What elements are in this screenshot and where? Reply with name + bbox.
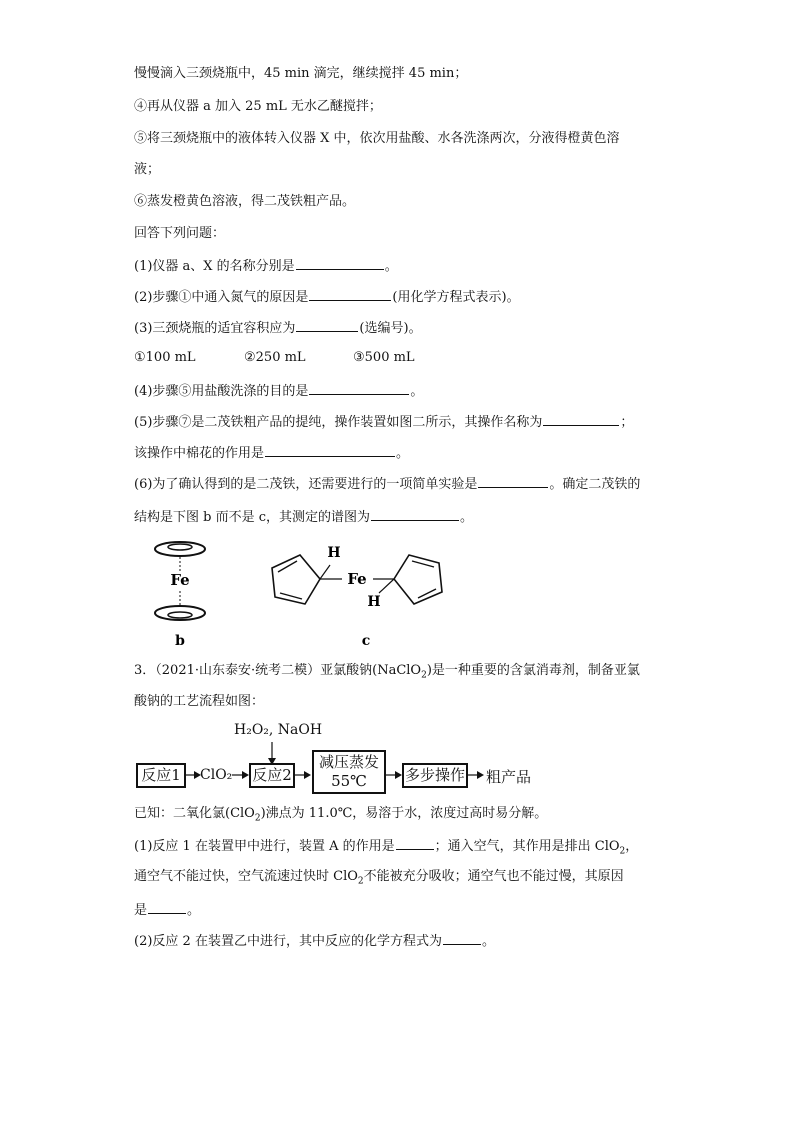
answer-blank[interactable] (265, 443, 395, 457)
p3-question-2 (134, 931, 495, 951)
question-4-end: 。 (410, 384, 424, 399)
subscript: 2 (357, 876, 364, 887)
intermediate-label: ClO₂ (200, 767, 233, 783)
cyclopentadiene-ring-left-icon (272, 555, 320, 604)
product-label: 粗产品 (486, 768, 532, 786)
bond-line (379, 579, 394, 593)
question-2-end: (用化学方程式表示)。 (392, 290, 520, 305)
subscript: 2 (254, 813, 261, 824)
p3-question-2-text: (2)反应 2 在装置乙中进行，其中反应的化学方程式为 (134, 934, 442, 949)
hydrogen-top: H (327, 545, 341, 561)
p3-question-2-end: 。 (481, 934, 495, 949)
subscript: 2 (421, 670, 427, 681)
question-1-text: (1)仪器 a、X 的名称分别是 (134, 259, 295, 274)
answer-blank[interactable] (543, 412, 619, 426)
answer-blank[interactable] (478, 474, 548, 488)
question-1-end: 。 (384, 259, 398, 274)
question-1 (134, 256, 398, 276)
hydrogen-bottom: H (367, 594, 381, 610)
question-3-end: (选编号)。 (359, 321, 422, 336)
option-500ml: ③500 mL (353, 350, 415, 365)
cyclopentadienyl-ring-top-icon (155, 542, 205, 556)
text-line-2: ④再从仪器 a 加入 25 mL 无水乙醚搅拌； (134, 99, 382, 114)
question-6-text: (6)为了确认得到的是二茂铁，还需要进行的一项简单实验是 (134, 477, 478, 492)
text-line-6: 回答下列问题： (134, 226, 226, 241)
question-6 (134, 474, 640, 494)
question-6-mid: 。确定二茂铁的 (549, 477, 641, 492)
question-6b-text: 结构是下图 b 而不是 c，其测定的谱图为 (134, 510, 370, 525)
p3-question-1-e-end: 。 (187, 903, 201, 918)
flow-box-reaction-2: 反应2 (249, 763, 295, 788)
text-line-4: 液； (134, 162, 161, 177)
iron-symbol-c: Fe (347, 570, 367, 588)
p3-question-1-d-b: 不能被充分吸收；通空气也不能过慢，其原因 (363, 869, 624, 884)
iron-symbol-b: Fe (170, 571, 190, 589)
p3-question-1-end (134, 900, 200, 920)
question-2-text: (2)步骤①中通入氮气的原因是 (134, 290, 309, 305)
problem-3-heading-2: 酸钠的工艺流程如图： (134, 694, 265, 709)
question-3 (134, 318, 422, 338)
temperature-label: 55℃ (331, 772, 367, 790)
question-4-text: (4)步骤⑤用盐酸洗涤的目的是 (134, 384, 309, 399)
flow-box-multistep: 多步操作 (402, 763, 468, 788)
known-info-a: 已知：二氧化氯(ClO (134, 806, 255, 821)
known-info-b: )沸点为 11.0℃，易溶于水，浓度过高时易分解。 (260, 806, 548, 821)
subscript: 2 (619, 846, 626, 857)
question-5b-text: 该操作中棉花的作用是 (134, 446, 265, 461)
question-5-text: (5)步骤⑦是二茂铁粗产品的提纯，操作装置如图二所示，其操作名称为 (134, 415, 543, 430)
answer-blank[interactable] (309, 287, 391, 301)
flow-box-reaction-1: 反应1 (136, 763, 186, 788)
p3-question-1-cont (134, 868, 624, 891)
question-2 (134, 287, 520, 307)
option-100ml: ①100 mL (134, 350, 196, 365)
question-5b-end: 。 (396, 446, 410, 461)
arrow-head-icon (477, 771, 484, 779)
answer-blank[interactable] (296, 318, 358, 332)
p3-question-1 (134, 836, 638, 861)
p3-question-1-e: 是 (134, 903, 148, 918)
label-c: c (361, 633, 371, 649)
problem-3-heading-b: )是一种重要的含氯消毒剂，制备亚氯 (426, 663, 640, 678)
question-5-end: ； (620, 415, 634, 430)
question-5 (134, 412, 633, 432)
p3-question-1-d-a: 通空气不能过快，空气流速过快时 ClO (134, 869, 358, 884)
answer-blank[interactable] (148, 900, 186, 914)
bond-line (320, 565, 330, 579)
label-b: b (175, 633, 185, 649)
text-line-5: ⑥蒸发橙黄色溶液，得二茂铁粗产品。 (134, 194, 356, 209)
arrow-head-icon (395, 771, 402, 779)
arrow-head-icon (242, 771, 249, 779)
question-3-text: (3)三颈烧瓶的适宜容积应为 (134, 321, 296, 336)
question-5b (134, 443, 409, 463)
question-6b-end: 。 (460, 510, 474, 525)
text-line-1: 慢慢滴入三颈烧瓶中，45 min 滴完，继续搅拌 45 min； (134, 66, 468, 81)
answer-blank[interactable] (396, 836, 434, 850)
answer-blank[interactable] (371, 507, 459, 521)
answer-blank[interactable] (296, 256, 384, 270)
iron-dicyclopentadienyl-structure-c (262, 535, 462, 650)
reagent-label: H₂O₂, NaOH (234, 722, 323, 738)
p3-question-1-a: (1)反应 1 在装置甲中进行，装置 A 的作用是 (134, 839, 395, 854)
p3-question-1-c: ， (625, 839, 639, 854)
option-250ml: ②250 mL (244, 350, 306, 365)
problem-3-heading-a: 3．（2021·山东泰安·统考二模）亚氯酸钠(NaClO (134, 663, 422, 678)
question-4 (134, 381, 423, 401)
p3-question-1-b: ；通入空气，其作用是排出 ClO (434, 839, 620, 854)
problem-3-heading (134, 662, 640, 685)
evaporation-label: 减压蒸发 (318, 753, 379, 771)
answer-blank[interactable] (309, 381, 409, 395)
known-info (134, 805, 547, 828)
cyclopentadienyl-ring-bottom-icon (155, 606, 205, 620)
process-flow-diagram (134, 722, 554, 800)
flow-box-evaporation (312, 750, 386, 794)
text-line-3: ⑤将三颈烧瓶中的液体转入仪器 X 中，依次用盐酸、水各洗涤两次，分液得橙黄色溶 (134, 131, 620, 146)
arrow-head-icon (304, 771, 311, 779)
answer-blank[interactable] (443, 931, 481, 945)
ferrocene-structure-b (140, 535, 230, 650)
question-6b (134, 507, 473, 527)
cyclopentadiene-ring-right-icon (394, 555, 442, 604)
